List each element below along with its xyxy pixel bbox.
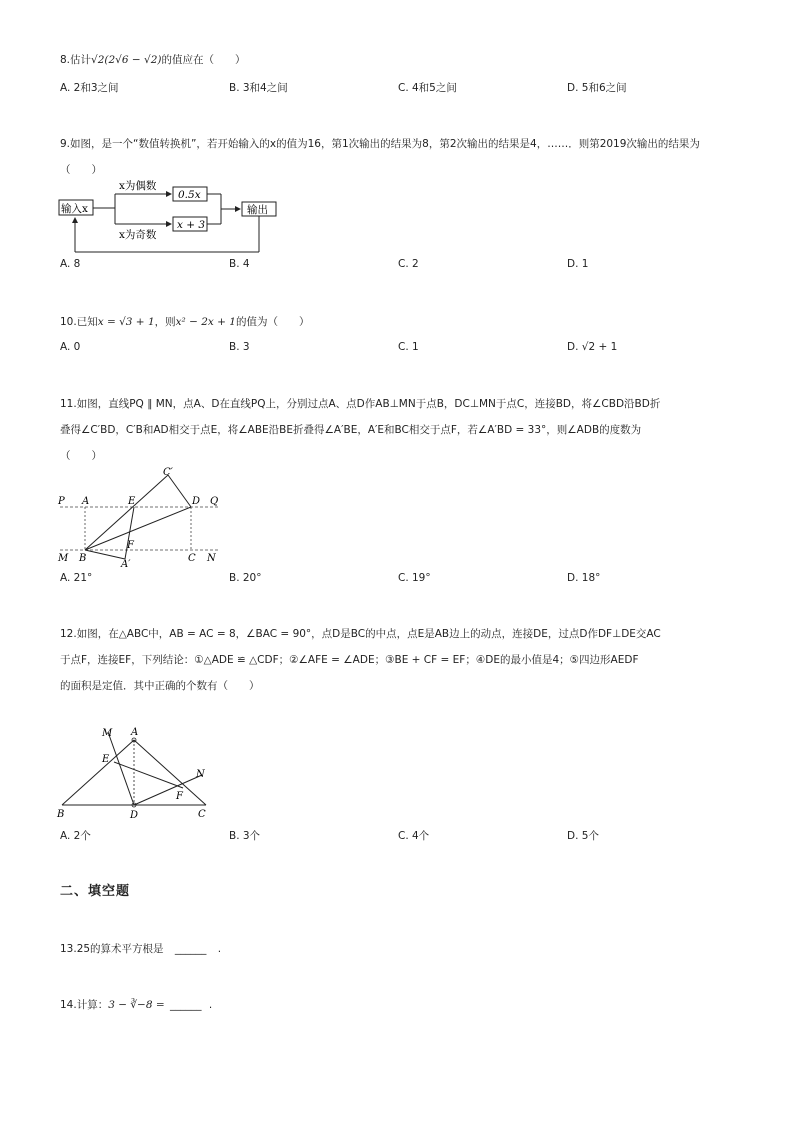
q11-label-m: M xyxy=(58,553,69,564)
q13-end-mark: . xyxy=(217,943,222,955)
q8-stem-suffix: 的值应在（ ） xyxy=(161,54,246,66)
q12-label-m: M xyxy=(102,728,113,739)
q9-input-label: 输入x xyxy=(61,203,88,215)
q10-option-a: A. 0 xyxy=(60,341,81,353)
q12-option-a: A. 2个 xyxy=(60,830,91,842)
q9-output-label: 输出 xyxy=(247,204,268,216)
q14-expression: 3 − ∛−8 = xyxy=(108,999,165,1011)
q12-label-b: B xyxy=(57,809,65,820)
q10-stem xyxy=(60,315,310,329)
q10-option-c: C. 1 xyxy=(398,341,419,353)
q11-label-p: P xyxy=(58,496,65,507)
q8-option-a: A. 2和3之间 xyxy=(60,82,119,94)
q11-label-c-prime: C′ xyxy=(163,467,173,478)
q12-figure xyxy=(52,720,217,825)
q9-even-op: 0.5x xyxy=(178,189,201,201)
q13-stem-text: 13.25的算术平方根是 xyxy=(60,943,164,955)
q9-flow-diagram xyxy=(55,178,285,253)
q14-answer-blank[interactable]: ______ xyxy=(170,999,202,1011)
q10-expression: x² − 2x + 1 xyxy=(175,316,236,328)
q9-option-c: C. 2 xyxy=(398,258,419,270)
q8-option-d: D. 5和6之间 xyxy=(567,82,627,94)
q11-label-c: C xyxy=(188,553,196,564)
q10-given: x = √3 + 1 xyxy=(97,316,155,328)
q8-option-c: C. 4和5之间 xyxy=(398,82,457,94)
q9-option-d: D. 1 xyxy=(567,258,589,270)
q12-option-b: B. 3个 xyxy=(229,830,261,842)
q10-stem-suffix: 的值为（ ） xyxy=(236,316,310,328)
q9-option-a: A. 8 xyxy=(60,258,81,270)
q8-stem-prefix: 8.估计 xyxy=(60,54,92,66)
q14-stem-prefix: 14.计算： xyxy=(60,999,109,1011)
q13-answer-blank[interactable]: ______ xyxy=(174,943,207,955)
q10-option-d: D. √2 + 1 xyxy=(567,341,618,353)
q12-label-f: F xyxy=(176,791,183,802)
q14-end-mark: . xyxy=(208,999,213,1011)
q9-stem-line1: 9.如图，是一个“数值转换机”，若开始输入的x的值为16，第1次输出的结果为8，第2次输出的结果是4，……．则第2019次输出的结果为 xyxy=(60,138,700,150)
q10-stem-mid: ，则 xyxy=(154,316,176,328)
q11-label-f: F xyxy=(127,540,134,551)
q14-stem xyxy=(60,998,212,1012)
q11-label-b: B xyxy=(79,553,87,564)
q12-stem-line2: 于点F，连接EF，下列结论：①△ADE ≌ △CDF；②∠AFE = ∠ADE；③BE + CF = EF；④DE的最小值是4；⑤四边形AEDF xyxy=(60,654,639,666)
q8-stem xyxy=(60,53,246,67)
q12-label-n: N xyxy=(196,769,205,780)
q11-option-a: A. 21° xyxy=(60,572,93,584)
q9-odd-label: x为奇数 xyxy=(119,229,157,241)
q12-label-a: A xyxy=(131,727,139,738)
q9-even-label: x为偶数 xyxy=(119,180,157,192)
q10-option-b: B. 3 xyxy=(229,341,250,353)
q11-label-d: D xyxy=(192,496,201,507)
q12-label-d: D xyxy=(130,810,139,821)
q12-option-c: C. 4个 xyxy=(398,830,430,842)
q12-label-c: C xyxy=(198,809,206,820)
q12-stem-line3: 的面积是定值．其中正确的个数有（ ） xyxy=(60,680,260,692)
q12-option-d: D. 5个 xyxy=(567,830,599,842)
q9-stem-line2: （ ） xyxy=(60,164,102,176)
q8-option-b: B. 3和4之间 xyxy=(229,82,288,94)
q9-option-b: B. 4 xyxy=(229,258,250,270)
q11-stem-line3: （ ） xyxy=(60,450,102,462)
q9-odd-op: x + 3 xyxy=(177,219,206,231)
q11-label-q: Q xyxy=(210,496,219,507)
q11-figure xyxy=(55,465,230,570)
q12-label-e: E xyxy=(102,754,110,765)
q8-expression: √2(2√6 − √2) xyxy=(91,54,162,66)
q11-label-e: E xyxy=(128,496,136,507)
q11-option-d: D. 18° xyxy=(567,572,601,584)
q10-stem-prefix: 10.已知 xyxy=(60,316,98,328)
q12-stem-line1: 12.如图，在△ABC中，AB = AC = 8，∠BAC = 90°，点D是BC的中点，点E是AB边上的动点，连接DE，过点D作DF⊥DE交AC xyxy=(60,628,661,640)
q11-option-c: C. 19° xyxy=(398,572,431,584)
q11-label-a-prime: A′ xyxy=(121,559,131,570)
q11-label-a: A xyxy=(82,496,90,507)
q11-stem-line1: 11.如图，直线PQ ∥ MN，点A、D在直线PQ上，分别过点A、点D作AB⊥MN于点B，DC⊥MN于点C，连接BD，将∠CBD沿BD折 xyxy=(60,398,661,410)
section-heading-fill-in: 二、填空题 xyxy=(60,884,131,899)
q11-stem-line2: 叠得∠C′BD，C′B和AD相交于点E，将∠ABE沿BE折叠得∠A′BE，A′E和BC相交于点F，若∠A′BD = 33°，则∠ADB的度数为 xyxy=(60,424,642,436)
q11-option-b: B. 20° xyxy=(229,572,262,584)
q13-stem xyxy=(60,942,221,956)
q11-label-n: N xyxy=(207,553,216,564)
